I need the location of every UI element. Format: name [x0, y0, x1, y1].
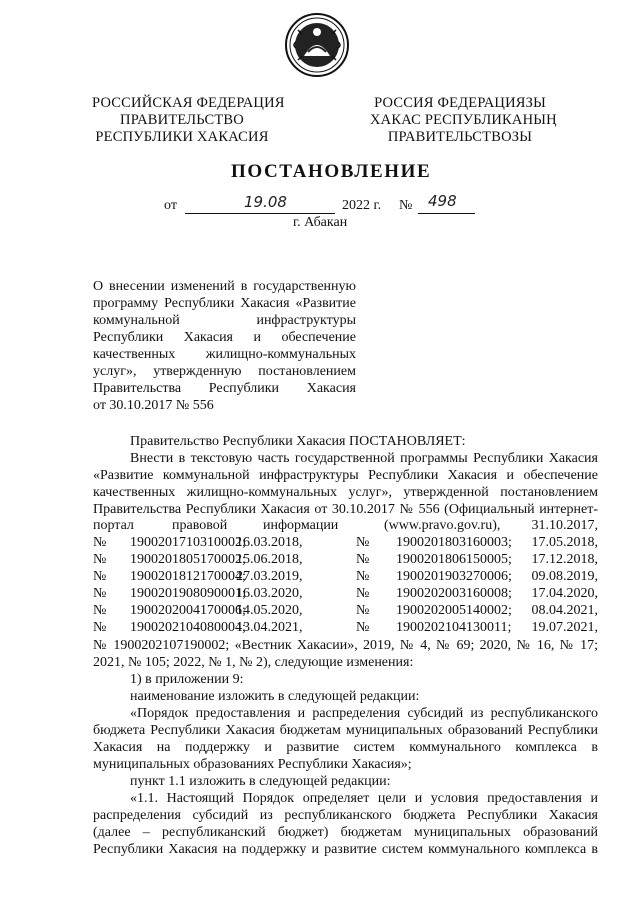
table-cell: 16.03.2020,: [236, 586, 303, 601]
body-line: распределения субсидий из республиканского бюджета Республики Хакасия: [93, 808, 598, 823]
table-cell: 17.04.2020,: [531, 586, 598, 601]
table-row: [93, 569, 598, 586]
body-line: Правительство Республики Хакасия ПОСТАНОВЛЯЕТ:: [130, 434, 466, 449]
body-line: № 1900202107190002; «Вестник Хакасии», 2019, № 4, № 69; 2020, № 16, № 17;: [93, 638, 598, 653]
table-cell: №: [356, 569, 370, 584]
body-line: 2021, № 105; 2022, № 1, № 2), следующие изменения:: [93, 655, 414, 670]
header-right: [370, 95, 557, 146]
body-line: муниципальных образованиях Республики Хакасия»;: [93, 757, 412, 772]
body-text-bottom: [93, 637, 598, 858]
table-cell: 09.08.2019,: [531, 569, 598, 584]
body-line: Хакасия на поддержку и развитие систем коммунального комплекса в: [93, 740, 598, 755]
table-cell: 1900201903270006;: [396, 569, 512, 584]
table-row: [93, 535, 598, 552]
table-cell: 27.03.2019,: [236, 569, 303, 584]
number-underline: [418, 213, 475, 214]
table-cell: 1900202104130011;: [396, 620, 512, 635]
subject-line: от 30.10.2017 № 556: [93, 398, 214, 413]
table-cell: №: [93, 620, 107, 635]
body-line: качественных жилищно-коммунальных услуг», утвержденной постановлением: [93, 485, 598, 500]
date-handwritten: 19.08: [244, 193, 287, 211]
city-label: г. Абакан: [293, 215, 348, 230]
header-right-line: РОССИЯ ФЕДЕРАЦИЯЗЫ: [374, 95, 546, 111]
subject-line: О внесении изменений в государственную: [93, 279, 356, 294]
table-cell: 1900201805170002;: [130, 552, 246, 567]
body-text-top: [93, 433, 598, 518]
body-line: Внести в текстовую часть государственной программы Республики Хакасия: [130, 451, 598, 466]
number-handwritten: 498: [428, 192, 457, 210]
table-cell: №: [93, 569, 107, 584]
table-cell: 1900201803160003;: [396, 535, 512, 550]
table-cell: №: [93, 552, 107, 567]
table-row: [93, 586, 598, 603]
header-left-line: ПРАВИТЕЛЬСТВО: [120, 112, 244, 128]
table-cell: №: [93, 603, 107, 618]
portal-word: портал: [93, 518, 134, 533]
subject-line: Правительства Республики Хакасия: [93, 381, 356, 396]
body-line: пункт 1.1 изложить в следующей редакции:: [130, 774, 391, 789]
table-cell: №: [356, 535, 370, 550]
table-cell: 17.12.2018,: [531, 552, 598, 567]
table-cell: №: [93, 586, 107, 601]
number-sign: №: [399, 198, 413, 213]
table-cell: 13.04.2021,: [236, 620, 303, 635]
table-cell: №: [356, 586, 370, 601]
coat-of-arms-emblem: [284, 12, 350, 78]
table-cell: 1900201806150005;: [396, 552, 512, 567]
table-cell: 08.04.2021,: [531, 603, 598, 618]
registration-numbers-table: [93, 535, 598, 637]
body-line: наименование изложить в следующей редакции:: [130, 689, 420, 704]
table-cell: 1900201812170004;: [130, 569, 246, 584]
body-line: 1) в приложении 9:: [130, 672, 244, 687]
header-right-line: ПРАВИТЕЛЬСТВОЗЫ: [387, 129, 533, 145]
header-left-line: РОССИЙСКАЯ ФЕДЕРАЦИЯ: [92, 95, 285, 111]
date-from-label: от: [164, 198, 177, 213]
body-line: (далее – республиканский бюджет) бюджетам муниципальных образований: [93, 825, 598, 840]
table-cell: №: [93, 535, 107, 550]
document-type-title: ПОСТАНОВЛЕНИЕ: [231, 161, 432, 182]
table-cell: 1900202004170006;: [130, 603, 246, 618]
header-left-line: РЕСПУБЛИКИ ХАКАСИЯ: [95, 129, 269, 145]
subject-line: услуг», утвержденную постановлением: [93, 364, 356, 379]
table-row: [93, 620, 598, 637]
body-line: «Порядок предоставления и распределения субсидий из республиканского: [130, 706, 598, 721]
subject-line: программу Республики Хакасия «Развитие: [93, 296, 356, 311]
portal-word: 31.10.2017,: [531, 518, 598, 533]
body-line: Республики Хакасия на поддержку и развитие систем коммунального комплекса в: [93, 842, 598, 857]
table-row: [93, 603, 598, 620]
portal-word: информации: [263, 518, 339, 533]
portal-row: [93, 518, 598, 535]
portal-word: (www.pravo.gov.ru),: [384, 518, 501, 533]
date-underline: [185, 213, 335, 214]
table-cell: 15.06.2018,: [236, 552, 303, 567]
table-cell: 19.07.2021,: [531, 620, 598, 635]
table-cell: 1900201710310002;: [130, 535, 246, 550]
date-year: 2022 г.: [342, 198, 382, 213]
table-cell: 1900202003160008;: [396, 586, 512, 601]
table-cell: 1900201908090001;: [130, 586, 246, 601]
table-cell: 1900202005140002;: [396, 603, 512, 618]
subject-line: коммунальной инфраструктуры: [93, 313, 356, 328]
body-line: бюджета Республики Хакасия бюджетам муниципальных образований Республики: [93, 723, 598, 738]
table-cell: №: [356, 552, 370, 567]
table-cell: 14.05.2020,: [236, 603, 303, 618]
body-line: «1.1. Настоящий Порядок определяет цели и условия предоставления и: [130, 791, 598, 806]
table-cell: №: [356, 603, 370, 618]
table-cell: 16.03.2018,: [236, 535, 303, 550]
table-cell: 1900202104080004;: [130, 620, 246, 635]
body-line: «Развитие коммунальной инфраструктуры Республики Хакасия и обеспечение: [93, 468, 598, 483]
body-line: Правительства Республики Хакасия от 30.10.2017 № 556 (Официальный интернет-: [93, 502, 598, 517]
table-cell: №: [356, 620, 370, 635]
subject-line: Республики Хакасия и обеспечение: [93, 330, 356, 345]
header-left: [92, 95, 285, 146]
table-cell: 17.05.2018,: [531, 535, 598, 550]
header-right-line: ХАКАС РЕСПУБЛИКАНЫҢ: [370, 112, 557, 128]
table-row: [93, 552, 598, 569]
subject-line: качественных жилищно-коммунальных: [93, 347, 356, 362]
portal-word: правовой: [172, 518, 228, 533]
subject-block: [93, 278, 356, 414]
